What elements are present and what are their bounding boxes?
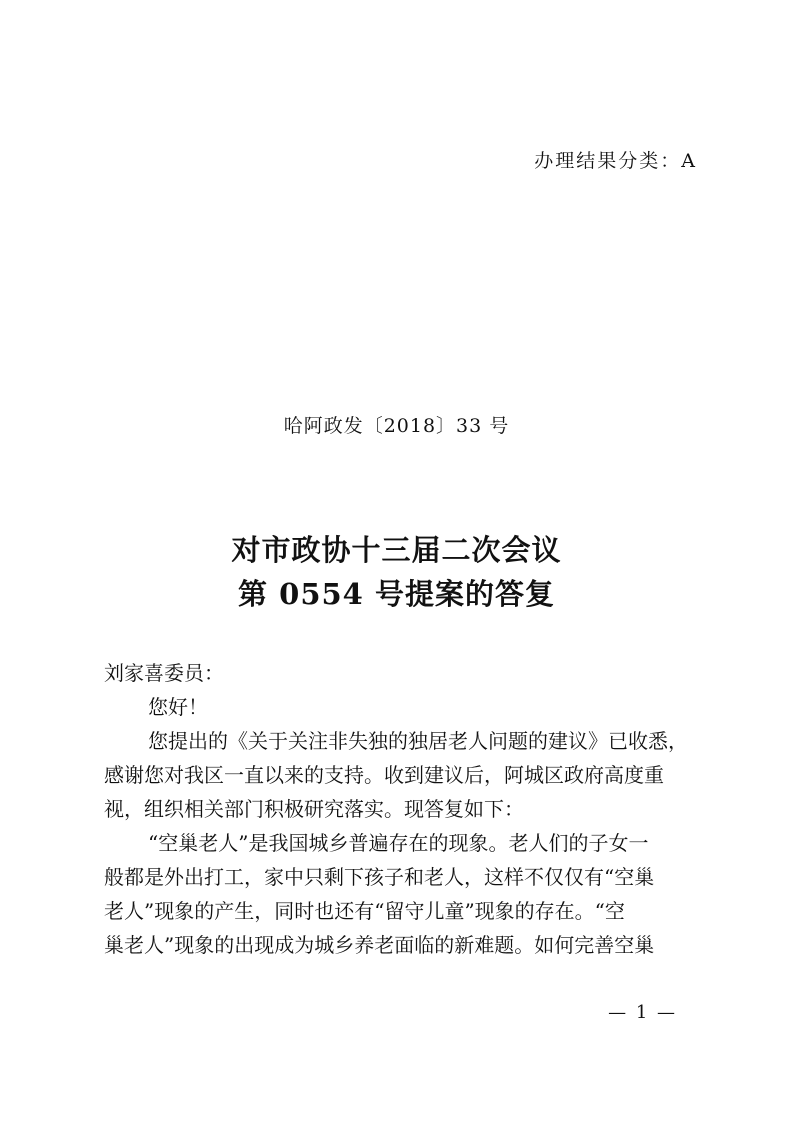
title-line-1: 对市政协十三届二次会议 xyxy=(231,533,562,567)
paragraph-1-line-3: 视，组织相关部门积极研究落实。现答复如下： xyxy=(104,797,524,821)
paragraph-2-line-3: 老人”现象的产生，同时也还有“留守儿童”现象的存在。“空 xyxy=(104,899,625,923)
paragraph-1-line-1: 您提出的《关于关注非失独的独居老人问题的建议》已收悉， xyxy=(148,729,688,753)
paragraph-2-line-2: 般都是外出打工，家中只剩下孩子和老人，这样不仅仅有“空巢 xyxy=(104,865,655,889)
paragraph-2-line-4: 巢老人”现象的出现成为城乡养老面临的新难题。如何完善空巢 xyxy=(104,933,655,957)
page-number: — 1 — xyxy=(608,1002,677,1023)
greeting: 您好！ xyxy=(148,695,208,719)
salutation: 刘家喜委员： xyxy=(104,661,224,685)
title-line-2: 第 0554 号提案的答复 xyxy=(238,577,555,611)
paragraph-1-line-2: 感谢您对我区一直以来的支持。收到建议后，阿城区政府高度重 xyxy=(104,763,664,787)
result-classification: 办理结果分类：A xyxy=(534,150,697,172)
letter-body xyxy=(104,656,696,962)
document-title xyxy=(0,528,793,616)
document-number: 哈阿政发〔2018〕33 号 xyxy=(283,415,510,437)
paragraph-2-line-1: “空巢老人”是我国城乡普遍存在的现象。老人们的子女一 xyxy=(148,831,649,855)
